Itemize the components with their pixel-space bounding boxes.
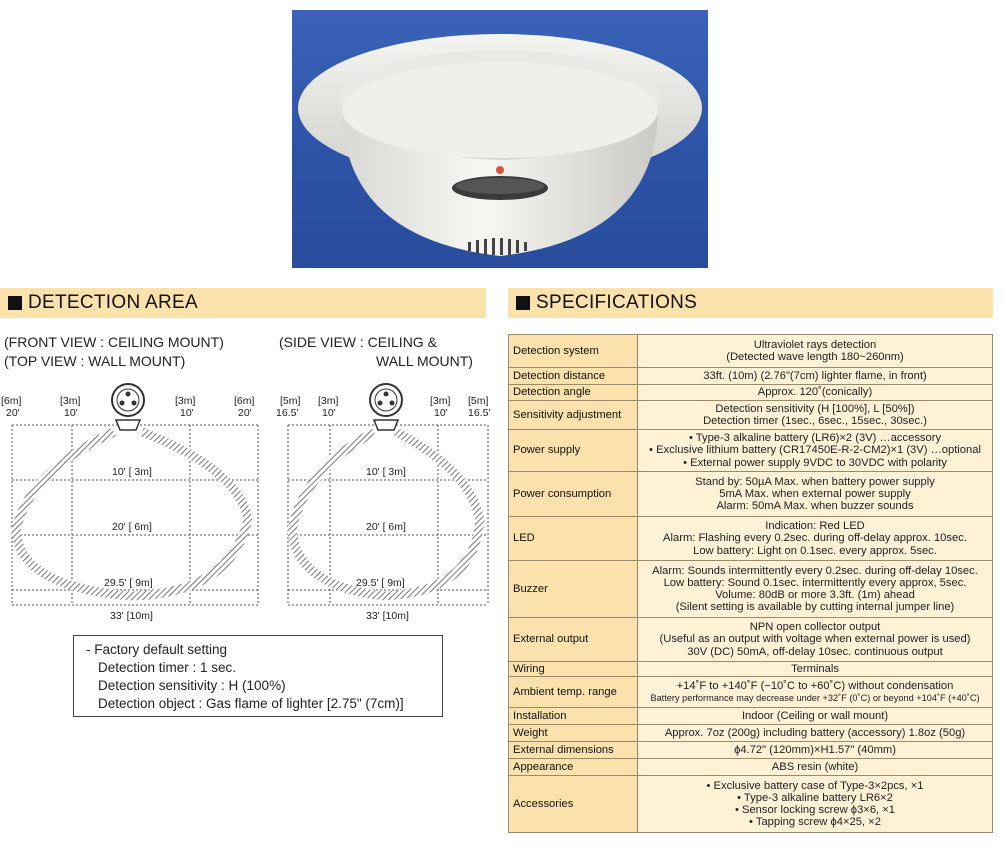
spec-value-line: • Type-3 alkaline battery (LR6)×2 (3V) …accessory bbox=[688, 432, 942, 445]
spec-value-line: 5mA Max. when external power supply bbox=[719, 487, 911, 500]
spec-value-line: Detection sensitivity (H [100%], L [50%]) bbox=[715, 402, 915, 415]
spec-label: Appearance bbox=[509, 759, 638, 776]
spec-label: Power supply bbox=[509, 430, 638, 472]
bullet-square-icon bbox=[516, 296, 530, 310]
front-top-label-2-ft: 10' bbox=[64, 407, 78, 419]
factory-defaults-box bbox=[73, 635, 443, 717]
spec-row bbox=[509, 725, 993, 742]
spec-row bbox=[509, 662, 993, 677]
specifications-table bbox=[508, 334, 993, 833]
specifications-header bbox=[508, 288, 993, 318]
spec-value-line: (Useful as an output with voltage when external power is used) bbox=[659, 633, 971, 646]
side-view-title: (SIDE VIEW : CEILING & bbox=[279, 334, 437, 350]
spec-row bbox=[509, 385, 993, 401]
side-top-label-3-ft: 10' bbox=[434, 407, 448, 419]
spec-value-line: Detection timer (1sec., 6sec., 15sec., 30sec.) bbox=[703, 415, 927, 427]
spec-row bbox=[509, 430, 993, 472]
detector-image bbox=[292, 10, 708, 268]
spec-value bbox=[638, 618, 993, 662]
spec-value-line: (Detected wave length 180~260nm) bbox=[726, 351, 904, 363]
front-view-title: (FRONT VIEW : CEILING MOUNT) bbox=[4, 334, 224, 350]
spec-value bbox=[638, 472, 993, 517]
spec-value-line: • Sensor locking screw ϕ3×6, ×1 bbox=[734, 804, 896, 816]
front-top-label-1-ft: 20' bbox=[6, 407, 20, 419]
spec-value-line: Alarm: 50mA Max. when buzzer sounds bbox=[716, 500, 914, 513]
side-top-label-1-m: [5m] bbox=[280, 395, 301, 407]
spec-value-line: ϕ4.72" (120mm)×H1.57" (40mm) bbox=[734, 743, 896, 756]
side-sensor-icon bbox=[370, 384, 402, 430]
front-top-label-2-m: [3m] bbox=[60, 395, 81, 407]
spec-value-line: • Tapping screw ϕ4×25, ×2 bbox=[749, 816, 881, 829]
spec-value-line: Alarm: Flashing every 0.2sec. during off-delay approx. 10sec. bbox=[663, 532, 967, 545]
spec-row bbox=[509, 335, 993, 368]
spec-value bbox=[638, 708, 993, 725]
specifications-body bbox=[509, 335, 993, 833]
spec-value bbox=[638, 401, 993, 430]
detection-area-header bbox=[0, 288, 486, 318]
spec-label: Sensitivity adjustment bbox=[509, 401, 638, 430]
spec-value bbox=[638, 759, 993, 776]
spec-value bbox=[638, 725, 993, 742]
side-top-label-3-m: [3m] bbox=[430, 395, 451, 407]
spec-value bbox=[638, 385, 993, 401]
spec-label: Ambient temp. range bbox=[509, 677, 638, 708]
spec-row bbox=[509, 708, 993, 725]
spec-value bbox=[638, 335, 993, 368]
front-view-diagram bbox=[0, 380, 272, 625]
front-row-label-3: 29.5' [ 9m] bbox=[104, 577, 153, 589]
spec-value bbox=[638, 742, 993, 759]
spec-value bbox=[638, 677, 993, 708]
spec-label: Accessories bbox=[509, 776, 638, 833]
spec-label: Installation bbox=[509, 708, 638, 725]
spec-value-line: Approx. 7oz (200g) including battery (accessory) 1.8oz (50g) bbox=[664, 726, 966, 739]
defaults-sensitivity: Detection sensitivity : H (100%) bbox=[98, 678, 286, 693]
spec-value bbox=[638, 662, 993, 677]
defaults-object: Detection object : Gas flame of lighter [2.75" (7cm)] bbox=[98, 696, 404, 711]
spec-label: Wiring bbox=[509, 662, 638, 677]
side-top-label-4-m: [5m] bbox=[468, 395, 489, 407]
spec-value-line: ABS resin (white) bbox=[771, 760, 859, 773]
spec-value bbox=[638, 776, 993, 833]
spec-row bbox=[509, 677, 993, 708]
front-top-label-4-m: [6m] bbox=[234, 395, 255, 407]
side-row-label-1: 10' [ 3m] bbox=[366, 466, 406, 478]
side-row-label-3: 29.5' [ 9m] bbox=[356, 577, 405, 589]
spec-value-line: Low battery: Light on 0.1sec. every approx. 5sec. bbox=[693, 544, 937, 557]
side-top-label-1-ft: 16.5' bbox=[276, 407, 299, 419]
detection-area-title: DETECTION AREA bbox=[28, 292, 198, 313]
spec-row bbox=[509, 742, 993, 759]
spec-value bbox=[638, 430, 993, 472]
spec-label: Detection distance bbox=[509, 368, 638, 385]
spec-value-line: Low battery: Sound 0.1sec. intermittently every approx, 5sec. bbox=[663, 576, 967, 589]
spec-row bbox=[509, 759, 993, 776]
spec-label: LED bbox=[509, 517, 638, 561]
spec-value-line: Ultraviolet rays detection bbox=[753, 338, 877, 351]
front-top-label-3-m: [3m] bbox=[175, 395, 196, 407]
spec-value-line: Volume: 80dB or more 3.3ft. (1m) ahead bbox=[715, 589, 915, 601]
side-view-title-2: WALL MOUNT) bbox=[376, 353, 473, 369]
front-top-label-1-m: [6m] bbox=[1, 395, 22, 407]
spec-value-line: +14˚F to +140˚F (−10˚C to +60˚C) without condensation bbox=[676, 679, 954, 692]
spec-value bbox=[638, 368, 993, 385]
spec-row bbox=[509, 776, 993, 833]
spec-value-line: (Silent setting is available by cutting internal jumper line) bbox=[675, 601, 955, 614]
defaults-title: - Factory default setting bbox=[86, 642, 228, 657]
side-top-label-2-m: [3m] bbox=[318, 395, 339, 407]
product-photo bbox=[292, 10, 708, 268]
spec-value-line: Approx. 120˚(conically) bbox=[757, 386, 873, 399]
bullet-square-icon bbox=[8, 296, 22, 310]
side-top-label-4-ft: 16.5' bbox=[468, 407, 491, 419]
spec-value bbox=[638, 517, 993, 561]
spec-value-line: 33ft. (10m) (2.76"(7cm) lighter flame, in front) bbox=[703, 369, 927, 382]
spec-value-line: • Exclusive battery case of Type-3×2pcs, ×1 bbox=[706, 779, 924, 792]
spec-label: Detection angle bbox=[509, 385, 638, 401]
spec-row bbox=[509, 472, 993, 517]
spec-label: Power consumption bbox=[509, 472, 638, 517]
front-row-label-1: 10' [ 3m] bbox=[112, 466, 152, 478]
spec-label: External output bbox=[509, 618, 638, 662]
front-row-label-2: 20' [ 6m] bbox=[112, 521, 152, 533]
side-row-label-2: 20' [ 6m] bbox=[366, 521, 406, 533]
front-bottom-label: 33' [10m] bbox=[110, 610, 153, 622]
spec-row bbox=[509, 517, 993, 561]
spec-row bbox=[509, 401, 993, 430]
spec-value-line: NPN open collector output bbox=[749, 621, 881, 634]
spec-value bbox=[638, 561, 993, 618]
front-top-label-4-ft: 20' bbox=[238, 407, 252, 419]
front-top-label-3-ft: 10' bbox=[180, 407, 194, 419]
spec-row bbox=[509, 368, 993, 385]
spec-label: Buzzer bbox=[509, 561, 638, 618]
spec-label: Weight bbox=[509, 725, 638, 742]
spec-label: Detection system bbox=[509, 335, 638, 368]
spec-value-line: • External power supply 9VDC to 30VDC with polarity bbox=[683, 456, 947, 469]
spec-value-line: Indoor (Ceiling or wall mount) bbox=[741, 709, 889, 722]
spec-row bbox=[509, 618, 993, 662]
spec-value-line: Stand by: 50µA Max. when battery power supply bbox=[695, 475, 935, 488]
side-view-diagram bbox=[274, 380, 496, 625]
spec-row bbox=[509, 561, 993, 618]
spec-value-line: 30V (DC) 50mA, off-delay 10sec. continuous output bbox=[687, 645, 943, 658]
spec-value-line: • Type-3 alkaline battery LR6×2 bbox=[737, 791, 893, 804]
top-view-title: (TOP VIEW : WALL MOUNT) bbox=[4, 353, 186, 369]
spec-value-line: Alarm: Sounds intermittently every 0.2sec. during off-delay 10sec. bbox=[652, 564, 978, 577]
specifications-title: SPECIFICATIONS bbox=[536, 292, 698, 313]
spec-value-line: Battery performance may decrease under +32˚F (0˚C) or beyond +104˚F (+40˚C) bbox=[650, 693, 980, 703]
spec-label: External dimensions bbox=[509, 742, 638, 759]
spec-value-line: Indication: Red LED bbox=[765, 520, 865, 533]
defaults-timer: Detection timer : 1 sec. bbox=[98, 660, 237, 675]
spec-value-line: • Exclusive lithium battery (CR17450E-R-2-CM2)×1 (3V) …optional bbox=[649, 444, 981, 457]
front-sensor-icon bbox=[112, 384, 144, 430]
side-top-label-2-ft: 10' bbox=[322, 407, 336, 419]
spec-value-line: Terminals bbox=[791, 662, 839, 675]
side-bottom-label: 33' [10m] bbox=[366, 610, 409, 622]
